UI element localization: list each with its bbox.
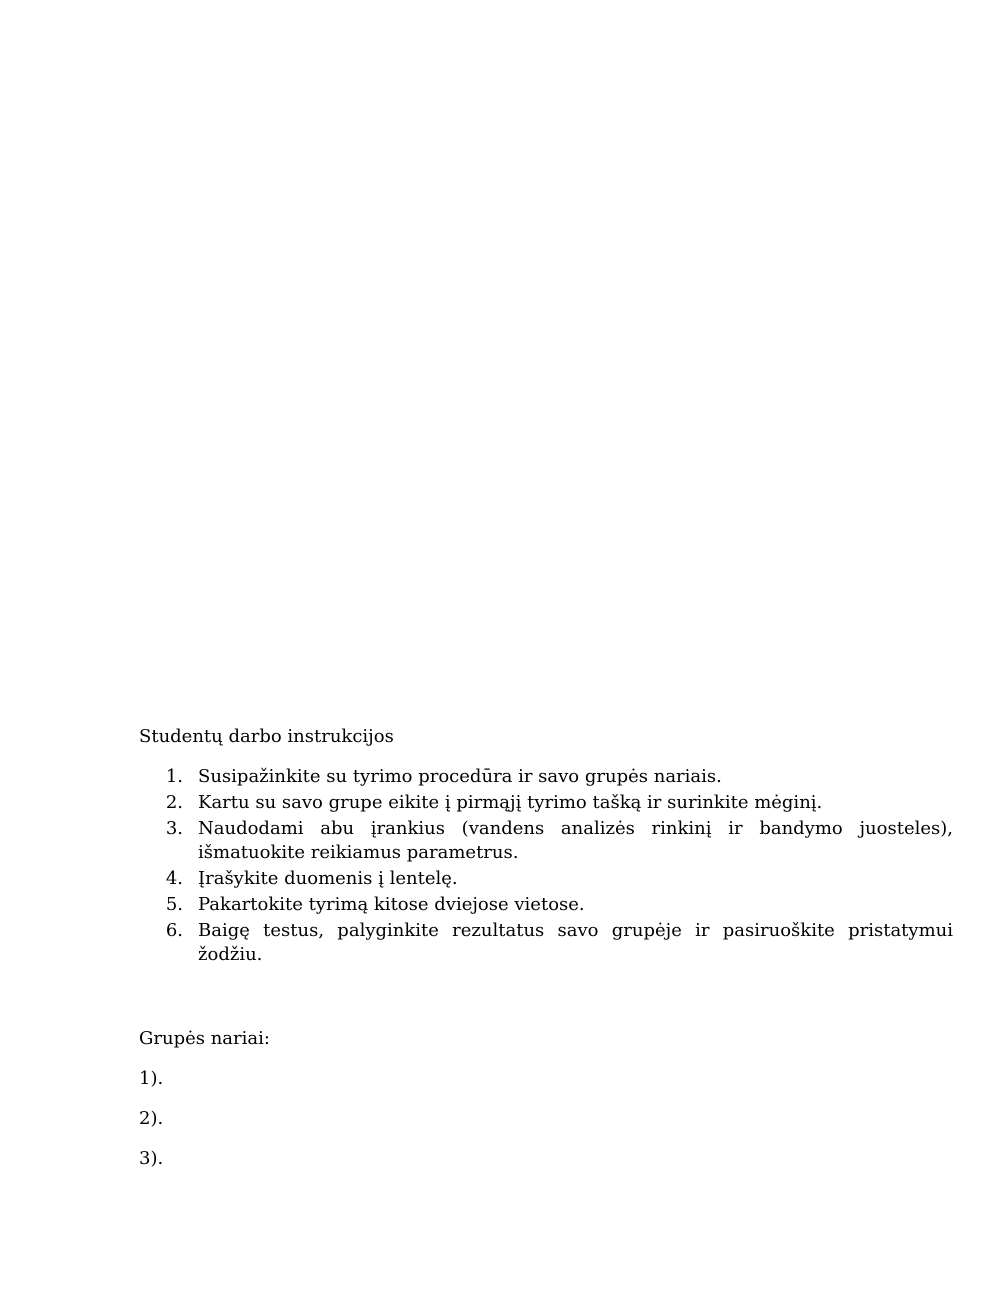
group-member-entry: 1).: [139, 1068, 164, 1089]
instructions-heading: Studentų darbo instrukcijos: [139, 726, 394, 747]
instructions-section: [139, 724, 953, 1172]
group-members-label: Grupės nariai:: [139, 1028, 270, 1049]
list-item-number: 6.: [165, 920, 183, 941]
list-item-text: Baigę testus, palyginkite rezultatus savo grupėje ir pasiruoškite pristatymui žodžiu.: [198, 920, 953, 965]
group-member-entry: 2).: [139, 1108, 164, 1129]
list-item-text: Susipažinkite su tyrimo procedūra ir savo grupės nariais.: [198, 766, 722, 787]
list-item-text: Kartu su savo grupe eikite į pirmąjį tyrimo tašką ir surinkite mėginį.: [198, 792, 823, 813]
instructions-list: [139, 765, 953, 967]
list-item-text: Įrašykite duomenis į lentelę.: [198, 868, 458, 889]
list-item: [139, 867, 953, 891]
list-item-number: 5.: [165, 894, 183, 915]
list-item-text: Naudodami abu įrankius (vandens analizės rinkinį ir bandymo juosteles), išmatuokite reikiamus parametrus.: [198, 818, 953, 863]
list-item-number: 4.: [165, 868, 183, 889]
list-item: [139, 765, 953, 789]
list-item: [139, 817, 953, 865]
list-item-number: 1.: [165, 766, 183, 787]
list-item: [139, 791, 953, 815]
list-item-number: 2.: [165, 792, 183, 813]
list-item-text: Pakartokite tyrimą kitose dviejose vietose.: [198, 894, 585, 915]
list-item: [139, 919, 953, 967]
list-item-number: 3.: [165, 818, 183, 839]
group-member-entry: 3).: [139, 1148, 164, 1169]
list-item: [139, 893, 953, 917]
